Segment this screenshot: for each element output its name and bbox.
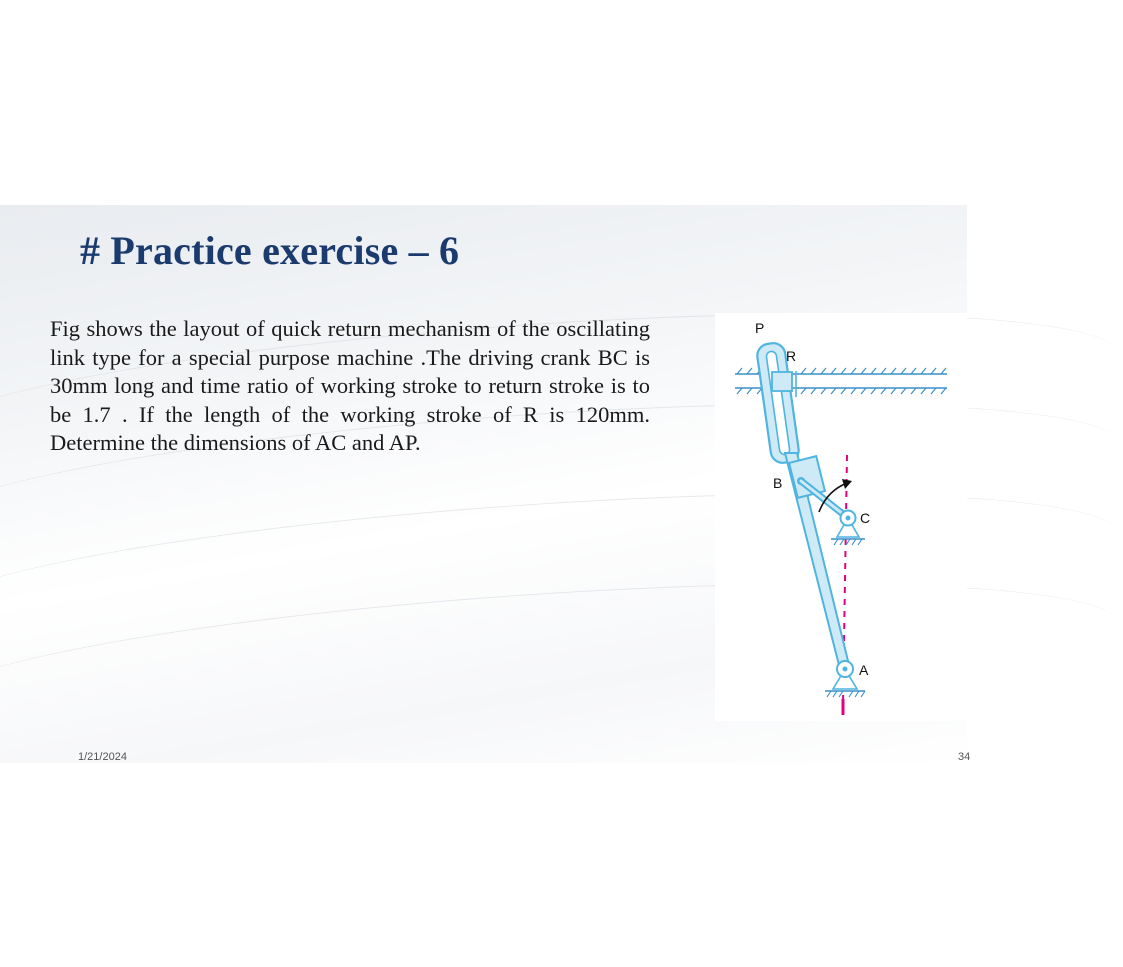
- label-p: P: [755, 320, 765, 336]
- slider-r: [772, 372, 792, 391]
- pivot-a-center: [843, 667, 848, 672]
- slide-date: 1/21/2024: [78, 751, 127, 763]
- pivot-c-center: [846, 516, 851, 521]
- mechanism-figure: [715, 313, 967, 721]
- slide-page-number: 34: [958, 751, 971, 763]
- label-a: A: [859, 662, 869, 678]
- label-r: R: [786, 348, 797, 364]
- rotation-arrow-head: [842, 479, 852, 489]
- ground-c-hatching: [834, 539, 862, 545]
- label-c: C: [860, 510, 871, 526]
- quick-return-mechanism-diagram: [715, 313, 967, 721]
- slide: [0, 205, 971, 763]
- label-b: B: [773, 475, 783, 491]
- problem-statement: Fig shows the layout of quick return mechanism of the oscillating link type for a special purpose machine .The driving crank BC is 30mm long and time ratio of working stroke to return stroke is to be 1.7 . If the length of the working stroke of R is 120mm. Determine the dimensions of AC and AP.: [50, 316, 650, 456]
- ground-a-hatching: [827, 691, 865, 697]
- slide-title: # Practice exercise – 6: [80, 228, 460, 273]
